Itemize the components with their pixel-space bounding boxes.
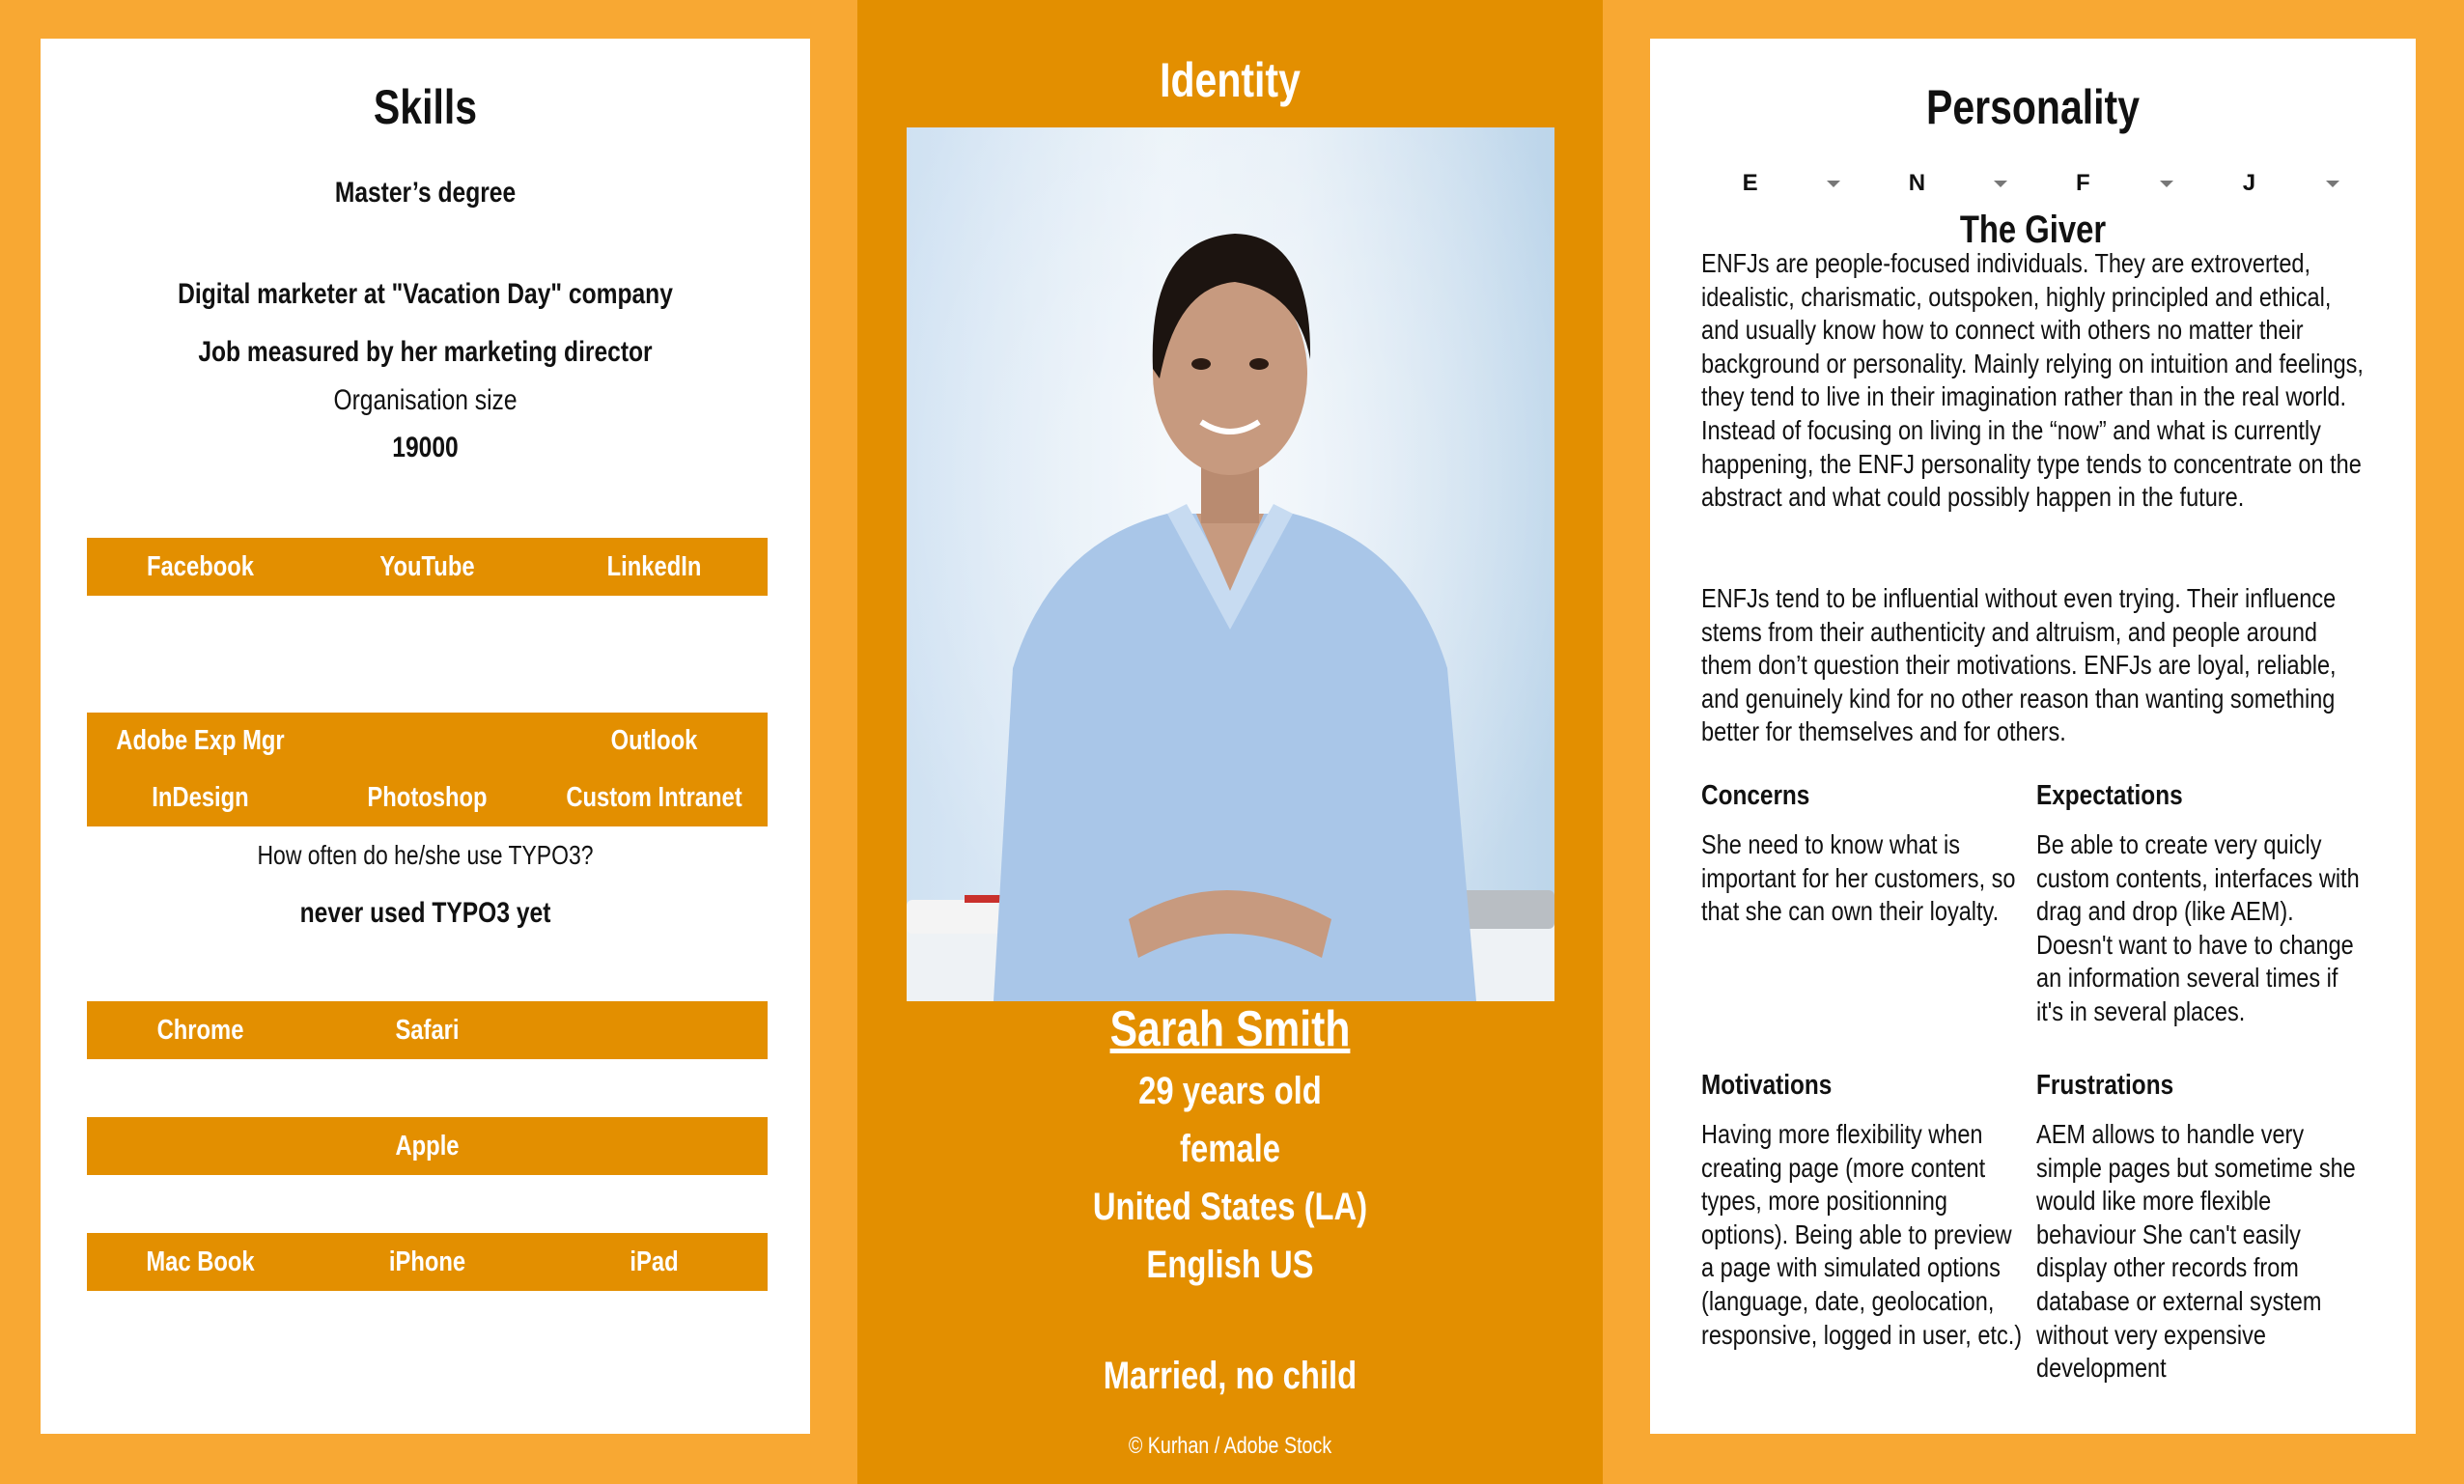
dropdown-arrow-icon: [2160, 181, 2173, 187]
persona-family: Married, no child: [1103, 1355, 1358, 1397]
social-bar: [87, 538, 768, 596]
skills-title: Skills: [373, 80, 478, 134]
org-size-value: 19000: [392, 432, 459, 463]
typo3-answer: never used TYPO3 yet: [299, 897, 551, 929]
browser-item: [561, 1001, 747, 1059]
identity-panel: [857, 0, 1603, 1484]
mbti-select-j[interactable]: [2208, 164, 2375, 203]
personality-panel: [1650, 39, 2416, 1434]
device-item: iPhone: [388, 1246, 466, 1277]
expectations-heading: Expectations: [2036, 780, 2183, 811]
social-item: YouTube: [379, 551, 475, 582]
identity-title: Identity: [1160, 53, 1301, 107]
personality-paragraph-1: ENFJs are people-focused individuals. They are extroverted, idealistic, charismatic, outspoken, highly principled and ethical, and usually know how to connect with others no matter their background or personality. Mainly relying on intuition and feelings, they tend to live in their imagination rather than in the real world. Instead of focusing on living in the “now” and what is currently happening, the ENFJ personality type tends to concentrate on the abstract and what could possibly happen in the future.: [1701, 248, 2364, 513]
tool-item: Adobe Exp Mgr: [116, 725, 285, 756]
device-item: iPad: [630, 1246, 679, 1277]
mbti-letter: J: [2242, 170, 2256, 196]
tool-item: Custom Intranet: [566, 782, 742, 813]
persona-photo: [907, 127, 1554, 1001]
concerns-heading: Concerns: [1701, 780, 1810, 811]
expectations-text: Be able to create very quicly custom contents, interfaces with drag and drop (like AEM). Doesn't want to have to change an information several times if it's in several places.: [2036, 829, 2360, 1026]
tools-bar: [87, 713, 768, 826]
skills-panel: [41, 39, 810, 1434]
org-size-label: Organisation size: [333, 384, 518, 416]
persona-name[interactable]: Sarah Smith: [1109, 1001, 1351, 1057]
frustrations-heading: Frustrations: [2036, 1070, 2174, 1101]
tool-item: InDesign: [152, 782, 249, 813]
typo3-question: How often do he/she use TYPO3?: [257, 840, 594, 870]
personality-paragraph-2: ENFJs tend to be influential without even trying. Their influence stems from their authenticity and altruism, and people around them don’t question their motivations. ENFJs are loyal, reliable, and genuinely kind for no other reason than wanting something better for themselves and for others.: [1701, 583, 2337, 747]
mbti-letter: F: [2075, 170, 2090, 196]
device-item: Mac Book: [146, 1246, 255, 1277]
job-title: Digital marketer at "Vacation Day" company: [178, 278, 673, 310]
mbti-type-name: The Giver: [1959, 209, 2107, 251]
persona-age: 29 years old: [1138, 1070, 1322, 1112]
personality-title: Personality: [1925, 80, 2141, 134]
concerns-text: She need to know what is important for her customers, so that she can own their loyalty.: [1701, 829, 2016, 927]
persona-location: United States (LA): [1092, 1186, 1368, 1228]
persona-gender: female: [1180, 1128, 1280, 1170]
browser-item: Safari: [395, 1015, 460, 1046]
photo-credit: © Kurhan / Adobe Stock: [1128, 1433, 1332, 1459]
mbti-select-f[interactable]: [2041, 164, 2208, 203]
mbti-letter: E: [1742, 170, 1758, 196]
dropdown-arrow-icon: [1827, 181, 1840, 187]
job-measured: Job measured by her marketing director: [198, 336, 653, 368]
persona-photo-illustration: [907, 127, 1554, 1001]
mbti-select-e[interactable]: [1708, 164, 1875, 203]
tool-item: Photoshop: [367, 782, 488, 813]
frustrations-text: AEM allows to handle very simple pages but sometime she would like more flexible behaviour She can't easily display other records from database or external system without very expensive development: [2036, 1119, 2356, 1384]
os-item: Apple: [395, 1131, 460, 1162]
browsers-bar: [87, 1001, 768, 1059]
os-bar: [87, 1117, 768, 1175]
mbti-selectors: [1708, 164, 2374, 203]
browser-item: Chrome: [156, 1015, 244, 1046]
social-item: LinkedIn: [606, 551, 702, 582]
motivations-text: Having more flexibility when creating page (more content types, more positionning options). Being able to preview a page with simulated options (language, date, geolocation, responsive, logged in user, etc.): [1701, 1119, 2023, 1350]
social-item: Facebook: [146, 551, 255, 582]
motivations-heading: Motivations: [1701, 1070, 1833, 1101]
dropdown-arrow-icon: [2326, 181, 2339, 187]
degree: Master’s degree: [334, 177, 517, 209]
mbti-letter: N: [1908, 170, 1926, 196]
tool-item: Outlook: [610, 725, 698, 756]
persona-language: English US: [1146, 1244, 1314, 1286]
mbti-select-n[interactable]: [1875, 164, 2042, 203]
devices-bar: [87, 1233, 768, 1291]
dropdown-arrow-icon: [1994, 181, 2007, 187]
tool-item: [334, 713, 520, 770]
